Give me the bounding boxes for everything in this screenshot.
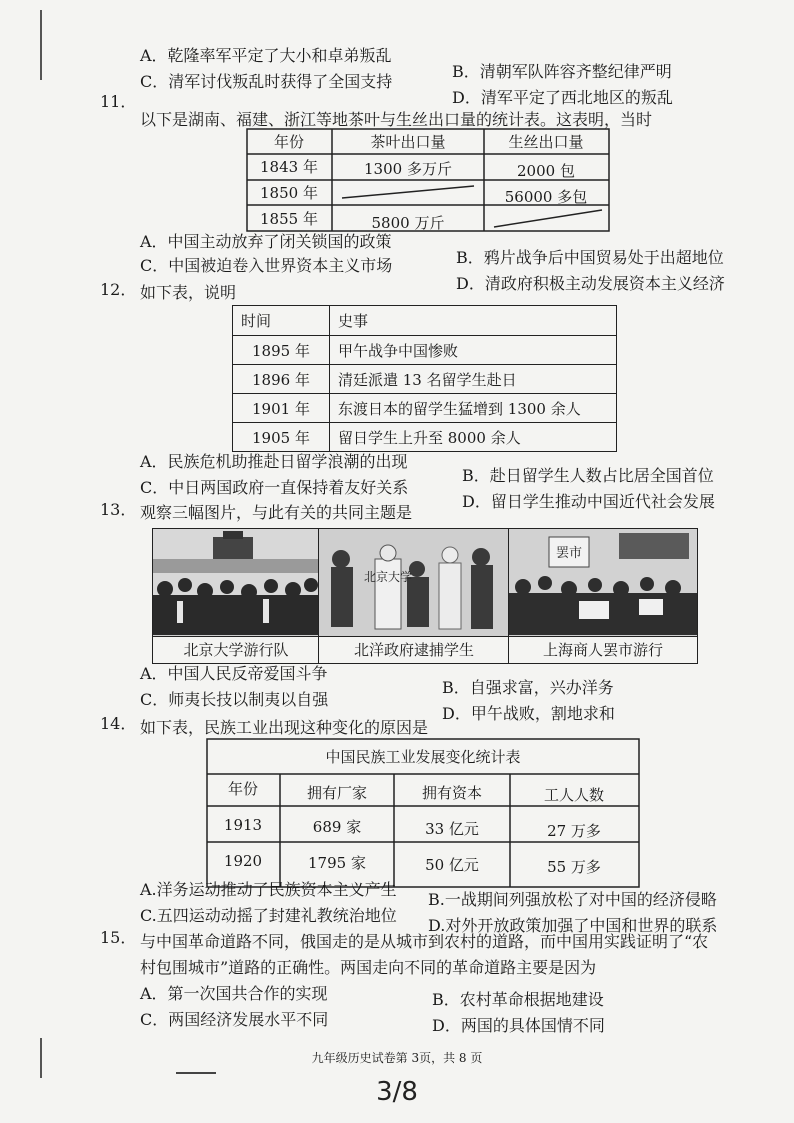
photo-peking-university-march (152, 528, 320, 664)
q12-cell: 留日学生上升至 8000 余人 (330, 423, 617, 452)
q14-cell: 1913 (223, 816, 263, 834)
q11-header-silk: 生丝出口量 (508, 133, 584, 151)
q12-option-c: C．中日两国政府一直保持着友好关系 (140, 478, 409, 497)
q14-cell: 33 亿元 (425, 820, 479, 838)
banner-text: 北京大学 (363, 570, 413, 584)
arrest-scene-image (319, 529, 509, 635)
q12-stem: 如下表，说明 (140, 283, 237, 302)
q12-header-time: 时间 (233, 306, 330, 336)
q11-cell: 1855 年 (260, 210, 318, 228)
q10-option-a: A．乾隆率军平定了大小和卓弟叛乱 (140, 46, 392, 65)
q12-option-b: B．赴日留学生人数占比居全国首位 (462, 466, 714, 485)
q15-option-a: A．第一次国共合作的实现 (140, 984, 328, 1003)
q14-option-b: B.一战期间列强放松了对中国的经济侵略 (428, 890, 717, 909)
photo-arrest-students (318, 528, 510, 664)
q14-header: 年份 (227, 780, 259, 798)
q15-option-b: B．农村革命根据地建设 (432, 990, 604, 1009)
photo-caption: 北京大学游行队 (153, 636, 319, 663)
q14-cell: 50 亿元 (425, 856, 479, 874)
q14-cell: 1920 (223, 852, 263, 870)
photo-caption: 北洋政府逮捕学生 (319, 636, 509, 663)
q12-option-d: D．留日学生推动中国近代社会发展 (462, 492, 715, 511)
q12-cell: 甲午战争中国惨败 (330, 336, 617, 365)
q11-option-b: B．鸦片战争后中国贸易处于出超地位 (456, 248, 724, 267)
photo-caption: 上海商人罢市游行 (509, 636, 697, 663)
photo-shanghai-merchants-strike (508, 528, 698, 664)
q11-option-a: A．中国主动放弃了闭关锁国的政策 (140, 232, 392, 251)
q11-header-year: 年份 (273, 133, 305, 151)
q14-cell: 27 万多 (547, 822, 601, 840)
q12-table (232, 305, 617, 452)
q14-number: 14． (100, 714, 137, 733)
page-footer-info: 九年级历史试卷第 3页，共 8 页 (311, 1051, 483, 1065)
q13-option-a: A．中国人民反帝爱国斗争 (140, 664, 328, 683)
q15-option-d: D．两国的具体国情不同 (432, 1016, 605, 1035)
q11-option-d: D．清政府积极主动发展资本主义经济 (456, 274, 725, 293)
q11-cell: 2000 包 (517, 162, 575, 180)
q12-option-a: A．民族危机助推赴日留学浪潮的出现 (140, 452, 408, 471)
q12-cell: 1896 年 (233, 365, 330, 394)
q11-cell: 1843 年 (260, 158, 318, 176)
sign-text: 罢市 (555, 546, 583, 561)
q14-header: 工人人数 (543, 786, 605, 804)
q12-header-event: 史事 (330, 306, 617, 336)
q11-header-tea: 茶叶出口量 (370, 133, 446, 151)
q11-cell: 1850 年 (260, 184, 318, 202)
q13-number: 13． (100, 500, 137, 519)
protest-crowd-image (153, 529, 319, 635)
q15-option-c: C．两国经济发展水平不同 (140, 1010, 329, 1029)
q15-stem-line1: 与中国革命道路不同，俄国走的是从城市到农村的道路，而中国用实践证明了“农 (140, 932, 709, 951)
q13-option-b: B．自强求富，兴办洋务 (442, 678, 614, 697)
q11-stem: 以下是湖南、福建、浙江等地茶叶与生丝出口量的统计表。这表明，当时 (140, 110, 653, 129)
q14-cell: 689 家 (312, 818, 362, 836)
q14-option-a: A.洋务运动推动了民族资本主义产生 (140, 880, 397, 899)
q13-stem: 观察三幅图片，与此有关的共同主题是 (140, 503, 413, 522)
q14-table (206, 738, 640, 888)
q13-option-d: D．甲午战败，割地求和 (442, 704, 615, 723)
q10-option-d: D．清军平定了西北地区的叛乱 (452, 88, 673, 107)
q13-option-c: C．师夷长技以制夷以自强 (140, 690, 329, 709)
scan-edge-mark (40, 10, 42, 80)
q11-number: 11． (100, 92, 137, 111)
q12-cell: 东渡日本的留学生猛增到 1300 余人 (330, 394, 617, 423)
q14-option-d: D.对外开放政策加强了中国和世界的联系 (428, 916, 718, 935)
q12-cell: 1901 年 (233, 394, 330, 423)
q14-header: 拥有厂家 (306, 784, 368, 802)
q11-cell: 56000 多包 (504, 188, 588, 206)
q14-header: 拥有资本 (421, 784, 483, 802)
q11-option-c: C．中国被迫卷入世界资本主义市场 (140, 256, 393, 275)
q15-stem-line2: 村包围城市”道路的正确性。两国走向不同的革命道路主要是因为 (140, 958, 597, 977)
q14-option-c: C.五四运动动摇了封建礼教统治地位 (140, 906, 397, 925)
q11-cell: 5800 万斤 (371, 214, 445, 232)
q14-table-title: 中国民族工业发展变化统计表 (325, 748, 521, 766)
q15-number: 15． (100, 928, 137, 947)
q12-cell: 清廷派遣 13 名留学生赴日 (330, 365, 617, 394)
q11-cell: 1300 多万斤 (364, 160, 452, 178)
q14-stem: 如下表，民族工业出现这种变化的原因是 (140, 718, 429, 737)
q10-option-b: B．清朝军队阵容齐整纪律严明 (452, 62, 672, 81)
scan-mark (176, 1072, 216, 1074)
q14-cell: 1795 家 (308, 854, 366, 872)
q11-table (246, 128, 610, 232)
q12-cell: 1895 年 (233, 336, 330, 365)
q14-cell: 55 万多 (547, 858, 601, 876)
q10-option-c: C．清军讨伐叛乱时获得了全国支持 (140, 72, 393, 91)
q12-number: 12． (100, 280, 137, 299)
q12-cell: 1905 年 (233, 423, 330, 452)
page-counter: 3/8 (376, 1077, 418, 1107)
strike-parade-image (509, 529, 697, 635)
